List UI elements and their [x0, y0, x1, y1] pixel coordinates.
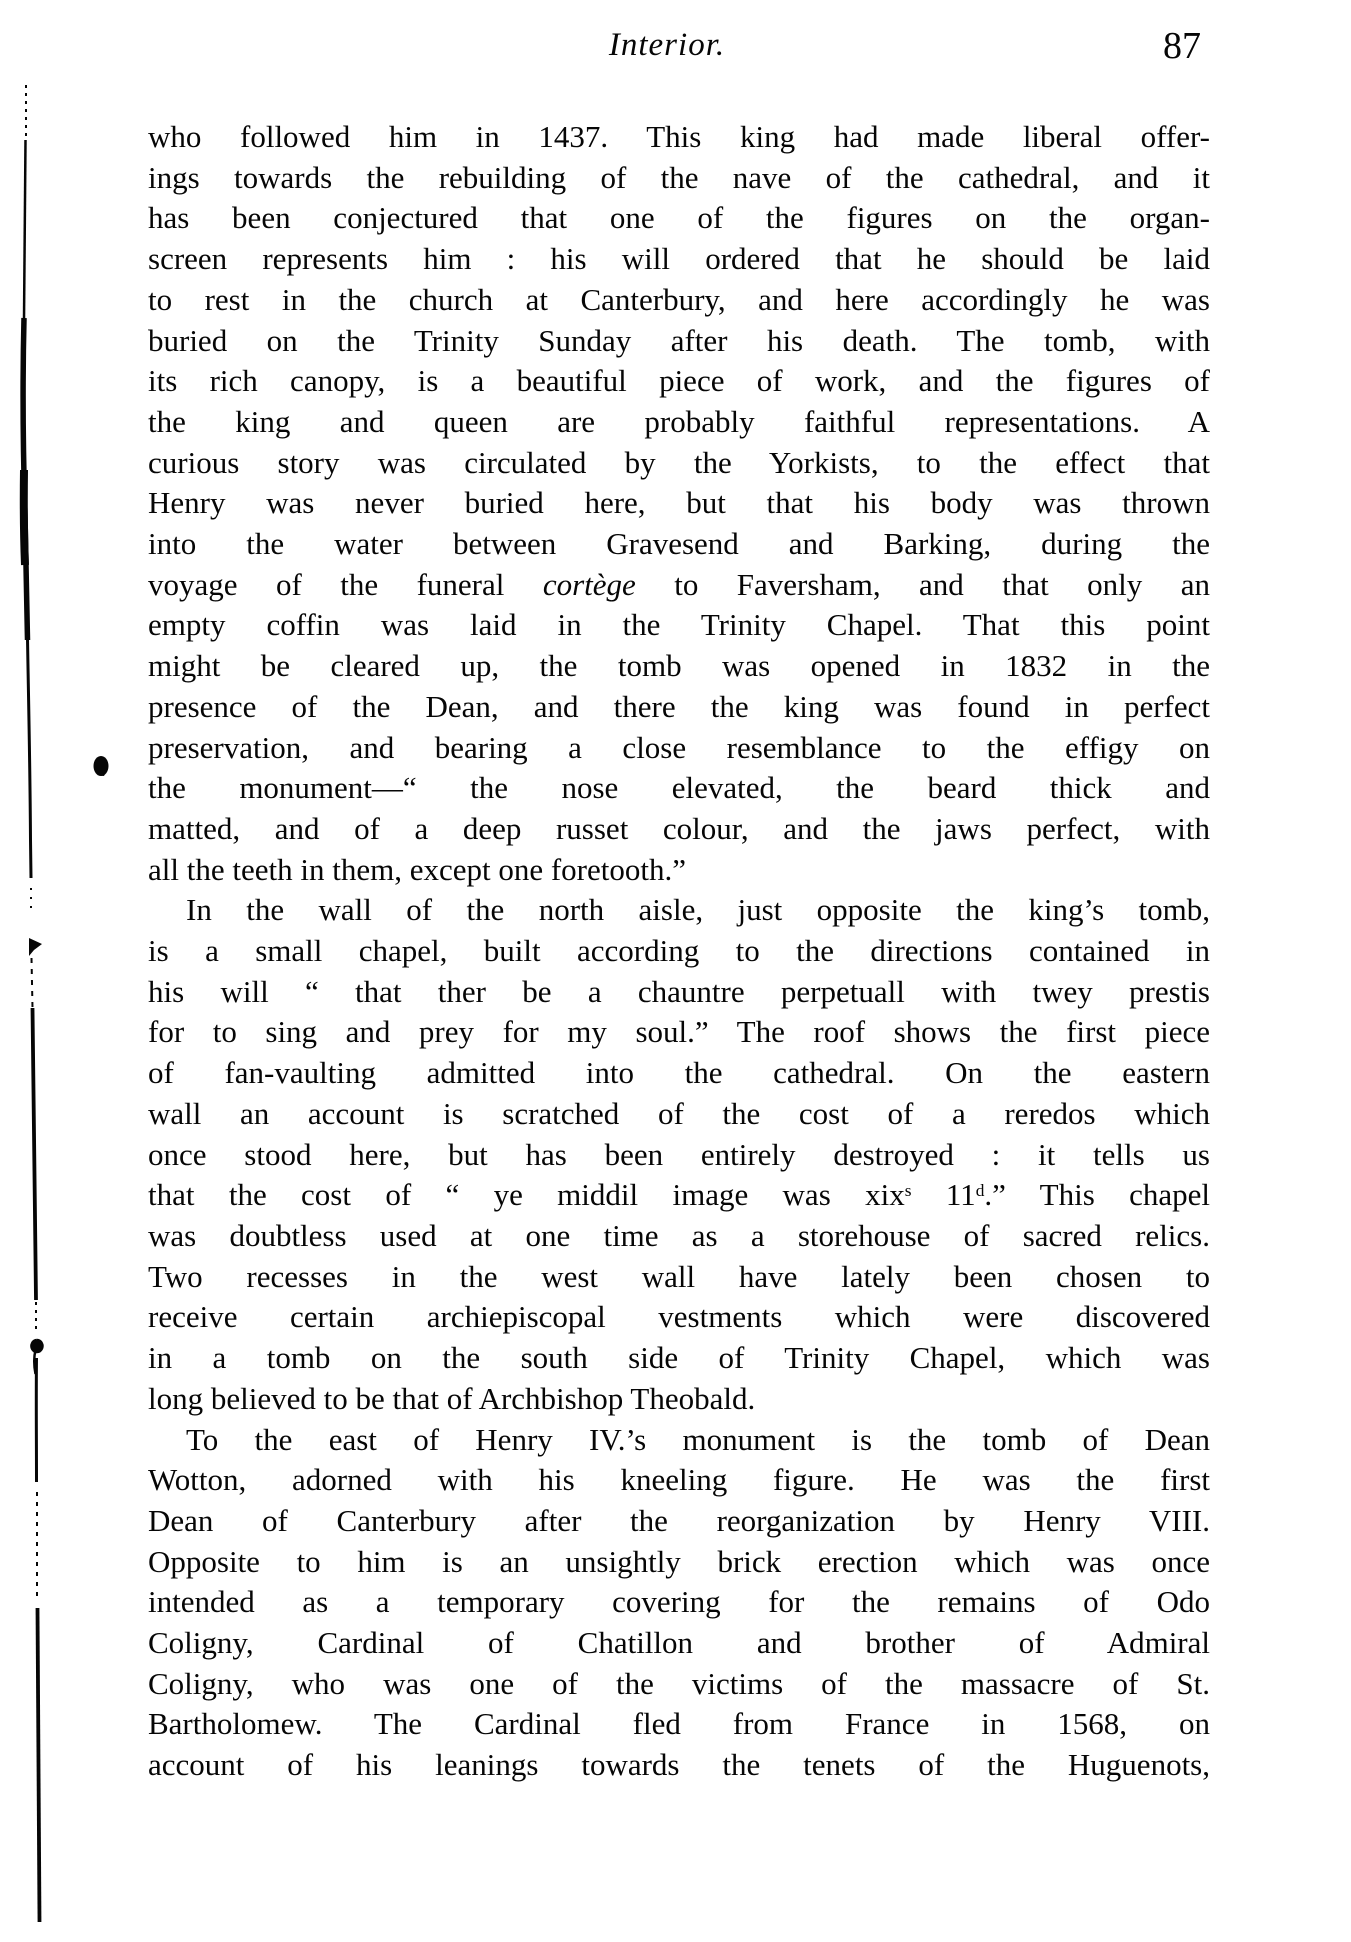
text-segment: has been conjectured that one of the figures on the organ-	[148, 200, 1210, 236]
text-line	[148, 443, 1210, 484]
text-line	[148, 1460, 1210, 1501]
text-segment: Coligny, who was one of the victims of the massacre of St.	[148, 1665, 1210, 1701]
text-line	[148, 646, 1210, 687]
text-segment: to Faversham, and that only an	[635, 566, 1210, 602]
text-segment: empty coffin was laid in the Trinity Chapel. That this point	[148, 607, 1210, 643]
text-segment: into the water between Gravesend and Barking, during the	[148, 526, 1210, 562]
text-line	[148, 321, 1210, 362]
margin-hook-mark-icon	[31, 1340, 42, 1374]
text-segment-italic: cortège	[542, 566, 636, 602]
text-line	[148, 1623, 1210, 1664]
text-line	[148, 1501, 1210, 1542]
text-segment: matted, and of a deep russet colour, and the jaws perfect, with	[148, 810, 1210, 846]
text-segment: long believed to be that of Archbishop Theobald.	[148, 1380, 756, 1416]
text-segment: the king and queen are probably faithful representations. A	[148, 403, 1210, 439]
text-segment-sup: s	[904, 1180, 912, 1200]
text-segment: account of his leanings towards the tenets of the Huguenots,	[148, 1747, 1210, 1783]
text-segment: intended as a temporary covering for the remains of Odo	[148, 1584, 1210, 1620]
margin-arrow-mark-icon	[29, 938, 42, 956]
text-line	[148, 1216, 1210, 1257]
text-segment: all the teeth in them, except one foretooth.”	[148, 851, 686, 887]
text-segment: was doubtless used at one time as a storehouse of sacred relics.	[148, 1217, 1210, 1253]
text-line	[148, 1420, 1210, 1461]
text-segment: .” This chapel	[984, 1177, 1211, 1213]
page-text	[148, 117, 1210, 1786]
text-line	[148, 1094, 1210, 1135]
text-line	[148, 972, 1210, 1013]
text-segment: Dean of Canterbury after the reorganization by Henry VIII.	[148, 1502, 1210, 1538]
text-segment: who followed him in 1437. This king had made liberal offer-	[148, 119, 1210, 154]
text-line	[148, 1135, 1210, 1176]
text-segment: its rich canopy, is a beautiful piece of work, and the figures of	[148, 363, 1210, 399]
text-segment: voyage of the funeral	[148, 566, 543, 602]
text-segment: might be cleared up, the tomb was opened in 1832 in the	[148, 648, 1210, 684]
text-segment: preservation, and bearing a close resemblance to the effigy on	[148, 729, 1210, 765]
text-line	[148, 483, 1210, 524]
text-segment: once stood here, but has been entirely destroyed : it tells us	[148, 1136, 1210, 1172]
text-line	[148, 1582, 1210, 1623]
text-segment: wall an account is scratched of the cost of a reredos which	[148, 1095, 1210, 1131]
text-segment: buried on the Trinity Sunday after his death. The tomb, with	[148, 322, 1210, 358]
text-line	[148, 1379, 1210, 1420]
text-segment: 11	[911, 1177, 976, 1213]
text-segment: presence of the Dean, and there the king was found in perfect	[148, 688, 1210, 724]
running-title: Interior.	[608, 27, 726, 63]
text-segment: is a small chapel, built according to the directions contained in	[148, 933, 1210, 969]
text-line	[148, 605, 1210, 646]
text-line	[148, 1012, 1210, 1053]
text-line	[148, 1297, 1210, 1338]
text-line	[148, 1257, 1210, 1298]
text-line	[148, 402, 1210, 443]
text-line	[148, 728, 1210, 769]
page-number: 87	[1163, 25, 1201, 67]
ink-spot-icon	[94, 756, 109, 776]
text-segment: curious story was circulated by the Yorkists, to the effect that	[148, 444, 1210, 480]
text-segment: Henry was never buried here, but that his body was thrown	[148, 485, 1210, 521]
text-line	[148, 524, 1210, 565]
text-segment: Opposite to him is an unsightly brick erection which was once	[148, 1543, 1210, 1579]
text-segment: for to sing and prey for my soul.” The roof shows the first piece	[148, 1014, 1210, 1050]
text-line	[148, 768, 1210, 809]
text-segment: Wotton, adorned with his kneeling figure. He was the first	[148, 1462, 1210, 1498]
text-line	[148, 239, 1210, 280]
text-line	[148, 850, 1210, 891]
scan-binding-line-icon	[0, 0, 130, 1942]
text-line	[148, 1338, 1210, 1379]
text-segment: receive certain archiepiscopal vestments which were discovered	[148, 1299, 1210, 1335]
text-line	[148, 1704, 1210, 1745]
text-line	[148, 1664, 1210, 1705]
text-segment: Coligny, Cardinal of Chatillon and brother of Admiral	[148, 1625, 1210, 1661]
text-line	[148, 809, 1210, 850]
text-segment: To the east of Henry IV.’s monument is the tomb of Dean	[186, 1421, 1210, 1457]
text-line	[148, 931, 1210, 972]
text-segment: ings towards the rebuilding of the nave of the cathedral, and it	[148, 159, 1210, 195]
text-line	[148, 890, 1210, 931]
text-line	[148, 198, 1210, 239]
ink-spot-icon	[97, 768, 108, 776]
text-line	[148, 1175, 1210, 1216]
text-segment: In the wall of the north aisle, just opposite the king’s tomb,	[186, 892, 1210, 928]
text-segment: that the cost of “ ye middil image was xix	[148, 1177, 905, 1213]
text-line	[148, 117, 1210, 158]
text-segment: in a tomb on the south side of Trinity Chapel, which was	[148, 1340, 1210, 1376]
text-line	[148, 280, 1210, 321]
text-line	[148, 565, 1210, 606]
text-segment: the monument—“ the nose elevated, the beard thick and	[148, 770, 1210, 806]
text-line	[148, 361, 1210, 402]
text-segment: Two recesses in the west wall have lately been chosen to	[148, 1258, 1210, 1294]
text-line	[148, 158, 1210, 199]
text-line	[148, 1745, 1210, 1786]
text-segment-sup: d	[975, 1180, 985, 1200]
text-line	[148, 687, 1210, 728]
text-line	[148, 1053, 1210, 1094]
text-segment: to rest in the church at Canterbury, and here accordingly he was	[148, 281, 1210, 317]
text-segment: his will “ that ther be a chauntre perpetuall with twey prestis	[148, 973, 1210, 1009]
text-segment: Bartholomew. The Cardinal fled from France in 1568, on	[148, 1706, 1210, 1742]
text-segment: screen represents him : his will ordered that he should be laid	[148, 241, 1210, 277]
text-segment: of fan-vaulting admitted into the cathedral. On the eastern	[148, 1055, 1210, 1091]
text-line	[148, 1542, 1210, 1583]
